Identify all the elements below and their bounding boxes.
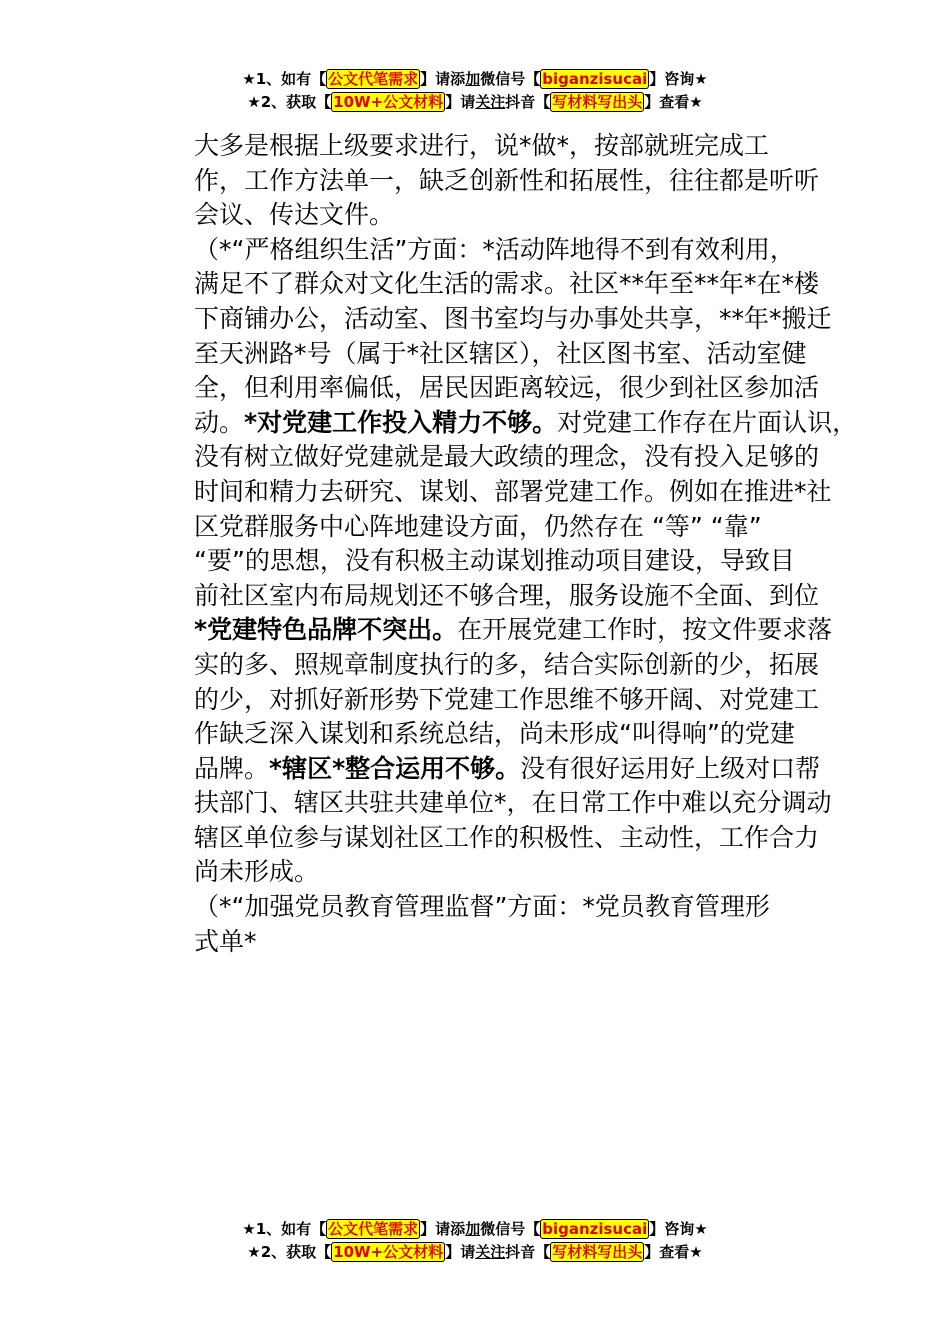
highlight-douyin-account: 写材料写出头 (552, 93, 643, 111)
banner-text: 微信号【 (480, 1220, 541, 1238)
text-line: 全，但利用率偏低，居民因距离较远，很少到社区参加活 (194, 373, 820, 403)
banner-text: 】请添 (420, 1220, 466, 1238)
text-line: 前社区室内布局规划还不够合理，服务设施不全面、到位 (194, 580, 820, 610)
highlight-wechat-id: biganzisucai (542, 1220, 648, 1238)
banner-underlined-text: 加 (465, 70, 481, 88)
bold-heading: *辖区*整合运用不够。 (269, 753, 521, 783)
text-line (144, 613, 834, 648)
text-line (144, 406, 858, 441)
text-line: 大多是根据上级要求进行，说*做*，按部就班完成工 (194, 131, 770, 160)
banner-text: 】查看★ (644, 93, 703, 111)
text-line: 扶部门、辖区共驻共建单位*，在日常工作中难以充分调动 (194, 788, 832, 818)
highlight-service: 公文代笔需求 (328, 1220, 419, 1238)
text-line: 作缺乏深入谋划和系统总结，尚未形成“叫得响”的党建 (194, 719, 795, 749)
text-line (144, 752, 834, 787)
banner-line-1 (0, 68, 950, 91)
banner-text: 】咨询★ (649, 1220, 708, 1238)
highlight-wechat-id: biganzisucai (542, 70, 648, 88)
banner-text: 】请添 (420, 70, 466, 88)
banner-underlined-text: 加 (465, 1220, 481, 1238)
text-line: 尚未形成。 (194, 857, 320, 887)
bold-heading: *对党建工作投入精力不够。 (244, 407, 558, 437)
paragraph-3 (144, 890, 834, 959)
text-line: 实的多、照规章制度执行的多，结合实际创新的少，拓展 (194, 649, 820, 679)
footer-banner (0, 1218, 950, 1264)
text-run: 品牌。 (194, 753, 270, 783)
banner-text: 】请 (445, 93, 476, 111)
highlight-materials: 10W+公文材料 (333, 93, 444, 111)
highlight-douyin-account: 写材料写出头 (552, 1243, 643, 1261)
document-body (144, 129, 858, 959)
banner-text: ★1、如有【 (242, 70, 327, 88)
text-line: 至天洲路*号（属于*社区辖区），社区图书室、活动室健 (194, 338, 807, 368)
text-line: “要”的思想，没有积极主动谋划推动项目建设，导致目 (194, 546, 795, 576)
text-line: 会议、传达文件。 (194, 200, 395, 230)
banner-text: 微信号【 (480, 70, 541, 88)
banner-text: ★2、获取【 (247, 1243, 332, 1261)
banner-text: 】查看★ (644, 1243, 703, 1261)
banner-text: 】咨询★ (649, 70, 708, 88)
text-run: 在开展党建工作时，按文件要求落 (457, 615, 833, 645)
banner-text: 抖音【 (505, 93, 551, 111)
bold-heading: *党建特色品牌不突出。 (194, 615, 458, 645)
text-line: 的少，对抓好新形势下党建工作思维不够开阔、对党建工 (194, 684, 820, 714)
text-line: 区党群服务中心阵地建设方面，仍然存在 “等” “靠” (194, 511, 762, 541)
text-line: 式单* (194, 926, 257, 956)
banner-text: 抖音【 (505, 1243, 551, 1261)
header-banner (0, 68, 950, 114)
text-line: 时间和精力去研究、谋划、部署党建工作。例如在推进*社 (194, 476, 832, 506)
banner-line-1 (0, 1218, 950, 1241)
banner-line-2 (0, 91, 950, 114)
text-line: （*“加强党员教育管理监督”方面：*党员教育管理形 (194, 892, 770, 922)
banner-text: ★1、如有【 (242, 1220, 327, 1238)
banner-underlined-text: 关注 (475, 1243, 506, 1261)
text-line: 满足不了群众对文化生活的需求。社区**年至**年*在*楼 (194, 269, 820, 299)
paragraph-1 (144, 129, 834, 233)
banner-text: ★2、获取【 (247, 93, 332, 111)
text-line: 没有树立做好党建就是最大政绩的理念，没有投入足够的 (194, 442, 820, 472)
highlight-service: 公文代笔需求 (328, 70, 419, 88)
banner-text: 】请 (445, 1243, 476, 1261)
text-line: 下商铺办公，活动室、图书室均与办事处共享，**年*搬迁 (194, 303, 832, 333)
banner-underlined-text: 关注 (475, 93, 506, 111)
paragraph-2 (144, 233, 858, 890)
text-run: 没有很好运用好上级对口帮 (520, 753, 821, 783)
text-line: （*“严格组织生活”方面：*活动阵地得不到有效利用， (194, 234, 795, 264)
banner-line-2 (0, 1241, 950, 1264)
highlight-materials: 10W+公文材料 (333, 1243, 444, 1261)
text-line: 作，工作方法单一，缺乏创新性和拓展性，往往都是听听 (194, 165, 820, 195)
text-run: 对党建工作存在片面认识， (557, 407, 858, 437)
text-line: 辖区单位参与谋划社区工作的积极性、主动性，工作合力 (194, 822, 820, 852)
text-run: 动。 (194, 407, 245, 437)
